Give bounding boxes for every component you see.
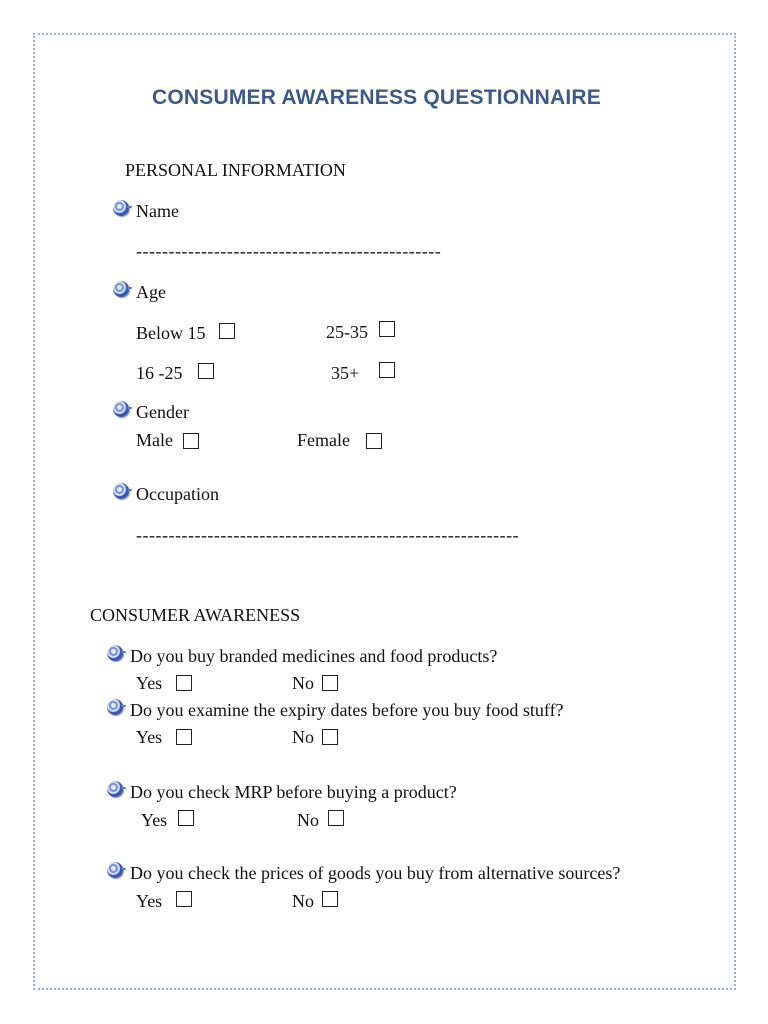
- consumer-awareness-heading: CONSUMER AWARENESS: [90, 605, 301, 625]
- spiral-bullet-icon: [107, 645, 123, 661]
- age-option-below-15-label: Below 15: [136, 323, 206, 343]
- question-1-no-checkbox[interactable]: [322, 675, 338, 691]
- gender-male-checkbox[interactable]: [183, 433, 199, 449]
- question-2-text: Do you examine the expiry dates before you buy food stuff?: [130, 700, 564, 720]
- name-input-line[interactable]: -----------------------------------------------: [136, 241, 442, 261]
- question-4-yes-checkbox[interactable]: [176, 891, 192, 907]
- question-1-no-label: No: [292, 673, 314, 693]
- question-2-no-checkbox[interactable]: [322, 729, 338, 745]
- age-option-16-25-label: 16 -25: [136, 363, 183, 383]
- personal-info-heading: PERSONAL INFORMATION: [125, 160, 346, 180]
- spiral-bullet-icon: [107, 862, 123, 878]
- age-option-35-plus-label: 35+: [331, 363, 360, 383]
- question-3-yes-checkbox[interactable]: [178, 810, 194, 826]
- age-below-15-checkbox[interactable]: [219, 323, 235, 339]
- age-option-25-35-label: 25-35: [326, 322, 368, 342]
- spiral-bullet-icon: [113, 483, 129, 499]
- occupation-label: Occupation: [136, 484, 219, 504]
- question-2-no-label: No: [292, 727, 314, 747]
- question-4-yes-label: Yes: [136, 891, 163, 911]
- age-25-35-checkbox[interactable]: [379, 321, 395, 337]
- question-2-yes-checkbox[interactable]: [176, 729, 192, 745]
- question-1-yes-label: Yes: [136, 673, 163, 693]
- occupation-input-line[interactable]: -----------------------------------------------------------: [136, 525, 520, 545]
- question-4-no-label: No: [292, 891, 314, 911]
- spiral-bullet-icon: [113, 401, 129, 417]
- gender-female-checkbox[interactable]: [366, 433, 382, 449]
- age-35-plus-checkbox[interactable]: [379, 362, 395, 378]
- question-2-yes-label: Yes: [136, 727, 163, 747]
- age-label: Age: [136, 282, 166, 302]
- spiral-bullet-icon: [107, 781, 123, 797]
- gender-male-label: Male: [136, 430, 173, 450]
- question-1-text: Do you buy branded medicines and food products?: [130, 646, 498, 666]
- spiral-bullet-icon: [113, 200, 129, 216]
- page-title: CONSUMER AWARENESS QUESTIONNAIRE: [152, 86, 601, 109]
- question-3-text: Do you check MRP before buying a product?: [130, 782, 457, 802]
- question-3-no-label: No: [297, 810, 319, 830]
- spiral-bullet-icon: [107, 699, 123, 715]
- age-16-25-checkbox[interactable]: [198, 363, 214, 379]
- gender-female-label: Female: [297, 430, 350, 450]
- question-4-text: Do you check the prices of goods you buy from alternative sources?: [130, 863, 621, 883]
- question-3-yes-label: Yes: [141, 810, 168, 830]
- question-1-yes-checkbox[interactable]: [176, 675, 192, 691]
- question-4-no-checkbox[interactable]: [322, 891, 338, 907]
- question-3-no-checkbox[interactable]: [328, 810, 344, 826]
- gender-label: Gender: [136, 402, 189, 422]
- spiral-bullet-icon: [113, 281, 129, 297]
- name-label: Name: [136, 201, 179, 221]
